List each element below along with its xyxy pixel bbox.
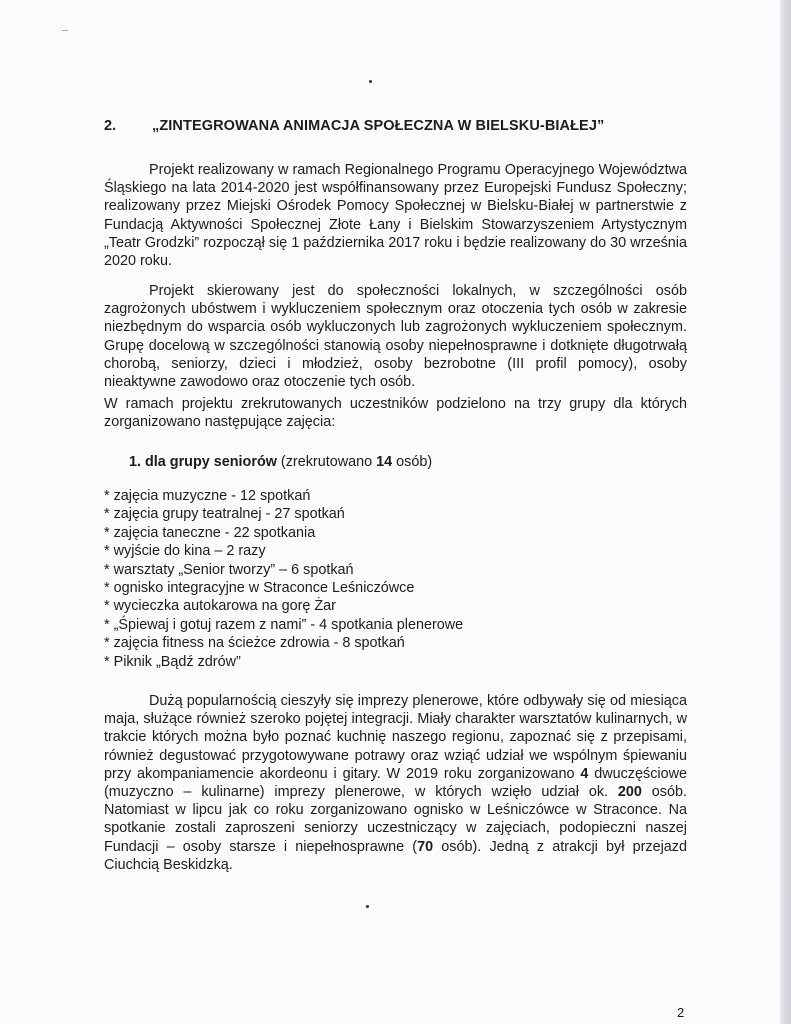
group-label: 1. dla grupy seniorów bbox=[129, 454, 277, 470]
attendee-count: 70 bbox=[417, 838, 434, 855]
group-heading bbox=[129, 454, 432, 470]
list-item: * zajęcia muzyczne - 12 spotkań bbox=[104, 487, 463, 505]
scan-mark bbox=[62, 30, 68, 31]
event-count: 4 bbox=[580, 765, 589, 782]
paragraph-outdoor-events bbox=[104, 692, 687, 874]
list-item: * ognisko integracyjne w Straconce Leśniczówce bbox=[104, 579, 463, 597]
scan-speck bbox=[369, 80, 372, 83]
section-title: „ZINTEGROWANA ANIMACJA SPOŁECZNA W BIELSKU-BIAŁEJ” bbox=[152, 118, 605, 134]
group-label-text: (zrekrutowano bbox=[276, 454, 377, 470]
page-number: 2 bbox=[677, 1005, 685, 1020]
page-edge bbox=[780, 0, 791, 1024]
section-number: 2. bbox=[104, 118, 117, 134]
participant-count: 200 bbox=[617, 784, 642, 801]
group-count: 14 bbox=[376, 454, 393, 470]
list-item: * warsztaty „Senior tworzy” – 6 spotkań bbox=[104, 561, 463, 579]
list-item: * zajęcia taneczne - 22 spotkania bbox=[104, 524, 463, 542]
activity-list bbox=[104, 487, 463, 671]
paragraph-groups-intro: W ramach projektu zrekrutowanych uczestników podzielono na trzy grupy dla których zorganizowano następujące zajęcia: bbox=[104, 396, 687, 431]
group-label-text: osób) bbox=[392, 454, 433, 470]
paragraph-text: dwuczęściowe (muzyczno – kulinarne) imprezy plenerowe, w których wzięło udział ok. bbox=[104, 765, 687, 801]
scan-speck bbox=[366, 905, 369, 908]
list-item: * zajęcia fitness na ścieżce zdrowia - 8 spotkań bbox=[104, 634, 463, 652]
paragraph-project-funding: Projekt realizowany w ramach Regionalnego Programu Operacyjnego Województwa Śląskiego na lata 2014-2020 jest współfinansowany przez Europejski Fundusz Społeczny; realizowany przez Miejski Ośrodek Pomocy Społecznej w Bielsku-Białej w partnerstwie z Fundacją Aktywności Społecznej Złote Łany i Bielskim Stowarzyszeniem Artystycznym „Teatr Grodzki” rozpoczął się 1 października 2017 roku i będzie realizowany do 30 września 2020 roku. bbox=[104, 162, 687, 270]
list-item: * wyjście do kina – 2 razy bbox=[104, 542, 463, 560]
paragraph-text: osób. Natomiast w lipcu jak co roku zorganizowano ognisko w Leśniczówce w Straconce. Na spotkanie zostali zaproszeni seniorzy uczestniczący w zajęciach, podopieczni naszej Fundacji – osoby starsze i niepełnosprawne ( bbox=[104, 784, 687, 855]
section-heading bbox=[104, 118, 604, 134]
list-item: * Piknik „Bądź zdrów” bbox=[104, 653, 463, 671]
list-item: * „Śpiewaj i gotuj razem z nami” - 4 spotkania plenerowe bbox=[104, 616, 463, 634]
paragraph-text: Dużą popularnością cieszyły się imprezy plenerowe, które odbywały się od miesiąca maja, służące również szeroko pojętej integracji. Miały charakter warsztatów kulinarnych, w trakcie których można było poznać kuchnię naszego regionu, zapoznać się z przepisami, również degustować przygotowywane potrawy oraz wziąć udział we wspólnym śpiewaniu przy akompaniamencie akordeonu i gitary. W 2019 roku zorganizowano bbox=[104, 693, 687, 782]
paragraph-target-group: Projekt skierowany jest do społeczności lokalnych, w szczególności osób zagrożonych ubóstwem i wykluczeniem społecznym oraz otoczenia tych osób w zakresie niezbędnym do wsparcia osób wykluczonych lub zagrożonych wykluczeniem społecznym. Grupę docelową w szczególności stanowią osoby niepełnosprawne i dotknięte długotrwałą chorobą, seniorzy, dzieci i młodzież, osoby bezrobotne (III profil pomocy), osoby nieaktywne zawodowo oraz otoczenie tych osób. bbox=[104, 283, 687, 391]
list-item: * zajęcia grupy teatralnej - 27 spotkań bbox=[104, 505, 463, 523]
list-item: * wycieczka autokarowa na gorę Żar bbox=[104, 597, 463, 615]
paragraph-text: osób). Jedną z atrakcji był przejazd Ciuchcią Beskidzką. bbox=[104, 838, 687, 873]
